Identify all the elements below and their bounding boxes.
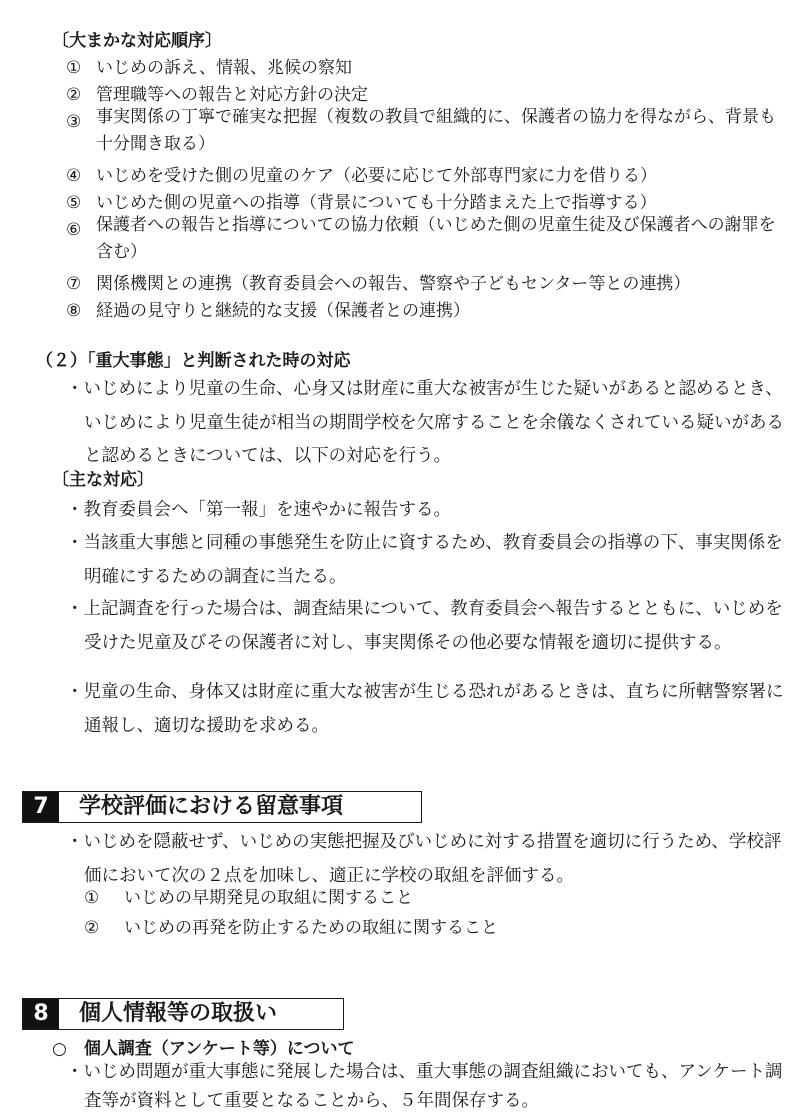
order-item — [66, 165, 657, 187]
section-8-subheading: ○ 個人調査（アンケート等）について — [52, 1039, 355, 1059]
order-item-number: ② — [66, 85, 82, 105]
order-item-number: ① — [66, 58, 82, 78]
main-response-heading: 〔主な対応〕 — [52, 470, 154, 490]
order-item-number: ⑦ — [66, 274, 82, 294]
order-item — [66, 57, 352, 79]
main-response-item: ・児童の生命、身体又は財産に重大な被害が生じる恐れがあるときは、直ちに所轄警察署に通報し、適切な援助を求める。 — [66, 682, 784, 736]
order-item — [66, 111, 96, 133]
order-item — [66, 273, 690, 295]
order-heading: 〔大まかな対応順序〕 — [52, 31, 222, 51]
order-item-text: 管理職等への報告と対応方針の決定 — [96, 85, 368, 105]
evaluation-point-text: いじめの再発を防止するための取組に関すること — [124, 918, 498, 938]
order-item-number: ③ — [66, 112, 82, 132]
main-response-item: ・教育委員会へ「第一報」を速やかに報告する。 — [66, 500, 451, 520]
main-response-item: ・当該重大事態と同種の事態発生を防止に資するため、教育委員会の指導の下、事実関係を明確にするための調査に当たる。 — [66, 533, 783, 587]
subsection-paragraph: ・いじめにより児童の生命、心身又は財産に重大な被害が生じた疑いがあると認めるとき、いじめにより児童生徒が相当の期間学校を欠席することを余儀なくされている疑いがあると認めるときについては、以下の対応を行う。 — [66, 379, 784, 466]
order-item-text: いじめを受けた側の児童のケア（必要に応じて外部専門家に力を借りる） — [96, 166, 657, 186]
section-title: 個人情報等の取扱い — [79, 1001, 278, 1026]
section-7-paragraph: ・いじめを隠蔽せず、いじめの実態把握及びいじめに対する措置を適切に行うため、学校評価において次の２点を加味し、適正に学校の取組を評価する。 — [66, 832, 782, 886]
order-item — [66, 192, 657, 214]
section-number-badge: 7 — [23, 792, 59, 822]
main-response-item: ・上記調査を行った場合は、調査結果について、教育委員会へ報告するとともに、いじめを受けた児童及びその保護者に対し、事実関係その他必要な情報を適切に提供する。 — [66, 599, 783, 653]
evaluation-point-text: いじめの早期発見の取組に関すること — [124, 888, 413, 908]
order-item-number: ⑧ — [66, 301, 82, 321]
order-item-text: 保護者への報告と指導についての協力依頼（いじめた側の児童生徒及び保護者への謝罪を含む） — [96, 215, 776, 262]
evaluation-point-number: ① — [84, 888, 100, 908]
evaluation-point-number: ② — [84, 918, 100, 938]
order-item-text: 事実関係の丁寧で確実な把握（複数の教員で組織的に、保護者の協力を得ながら、背景も十分聞き取る） — [96, 107, 776, 154]
evaluation-point — [84, 887, 413, 909]
order-item-number: ⑥ — [66, 220, 82, 240]
order-item-text: 関係機関との連携（教育委員会への報告、警察や子どもセンター等との連携） — [96, 274, 691, 294]
order-item-number: ⑤ — [66, 193, 82, 213]
order-item — [66, 219, 96, 241]
order-item-text: いじめた側の児童への指導（背景についても十分踏まえた上で指導する） — [96, 193, 657, 213]
order-item-number: ④ — [66, 166, 82, 186]
section-7-header — [22, 791, 422, 823]
order-item-text: 経過の見守りと継続的な支援（保護者との連携） — [96, 301, 470, 321]
section-title: 学校評価における留意事項 — [79, 794, 344, 819]
section-number-badge: 8 — [23, 999, 59, 1029]
section-8-header — [22, 998, 344, 1030]
section-8-paragraph: ・いじめ問題が重大事態に発展した場合は、重大事態の調査組織においても、アンケート調査等が資料として重要となることから、５年間保存する。 — [66, 1062, 783, 1111]
order-item — [66, 84, 368, 106]
order-item-text: いじめの訴え、情報、兆候の察知 — [96, 58, 353, 78]
evaluation-point — [84, 917, 498, 939]
order-item — [66, 300, 470, 322]
subsection-heading: （２）「重大事態」と判断された時の対応 — [36, 351, 351, 371]
